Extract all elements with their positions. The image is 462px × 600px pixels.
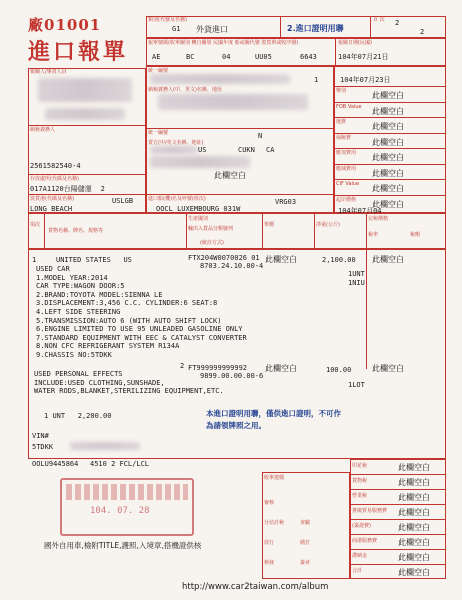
voyage: VRG03 bbox=[275, 198, 297, 206]
col-ccc: 輸出入貨品分類號列 bbox=[188, 226, 234, 232]
item-description-line: 9.CHASSIS NO:5TDKK bbox=[36, 350, 112, 359]
value-row-line bbox=[334, 148, 446, 149]
item2-unit-price: 此欄空白 bbox=[265, 364, 297, 373]
page-total: 2 bbox=[420, 28, 425, 36]
item2-ccc2: 9899.00.00.00-6 bbox=[200, 372, 264, 380]
fee-row-value: 此欄空白 bbox=[398, 493, 430, 502]
redacted-seller-addr bbox=[150, 156, 250, 168]
vessel: OOCL LUXEMBOURG 031W bbox=[156, 205, 241, 213]
value-row-line bbox=[334, 179, 446, 180]
value-row-value: 此欄空白 bbox=[372, 184, 404, 193]
item-description-line: WATER RODS,BLANKET,STERILIZING EQUIPMENT,ETC. bbox=[34, 387, 224, 396]
item1-qty: 2,100.00 bbox=[322, 256, 356, 264]
tax-date: 104年07月04 bbox=[338, 207, 382, 215]
value-row-value: 此欄空白 bbox=[372, 137, 404, 147]
item-description-line: 4.LEFT SIDE STEERING bbox=[36, 307, 121, 316]
fee-row-label: 滯納金 bbox=[352, 553, 368, 559]
redacted-vin bbox=[70, 442, 140, 450]
mid-empty: 此欄空白 bbox=[214, 171, 246, 180]
coding-label: 納稅義務人(中、英文)名稱、地址 bbox=[148, 87, 222, 93]
decl-no-part: UU05 bbox=[255, 53, 272, 61]
item1-description bbox=[36, 265, 247, 360]
arrival-month: 07 bbox=[359, 76, 369, 84]
admin-review: 審核 bbox=[264, 500, 275, 506]
decl-date-day: 21 bbox=[373, 53, 382, 61]
form-type-code: G1 bbox=[172, 25, 181, 33]
left-divider bbox=[28, 125, 146, 126]
buyer-n: N bbox=[258, 132, 263, 140]
admin-sign: 簽章 bbox=[300, 560, 311, 566]
form-type-name: 外貨進口 bbox=[196, 25, 228, 34]
fee-row-value: 此欄空白 bbox=[398, 478, 430, 487]
fee-row-label: 合計 bbox=[352, 568, 363, 574]
decl-date-year: 104 bbox=[338, 53, 351, 61]
col-origin: 生產國別 bbox=[188, 216, 209, 222]
tax-month: 07 bbox=[357, 207, 367, 215]
value-row-value: 此欄空白 bbox=[372, 91, 404, 100]
fee-row-line bbox=[350, 504, 446, 505]
fee-row-label: 營業稅 bbox=[352, 493, 368, 499]
col-line bbox=[262, 213, 263, 249]
customs-note: 國外自用車,檢附TITLE,護照,入境章,搭機證供核 bbox=[44, 541, 202, 550]
totals bbox=[44, 412, 111, 421]
item-description-line: 5.TRANSMISSION:AUTO 6 (WITH AUTO SHIFT LOCK) bbox=[36, 316, 222, 325]
warehouse bbox=[30, 184, 105, 194]
form-title: 進口報單 bbox=[28, 40, 129, 65]
fee-row-value: 此欄空白 bbox=[398, 538, 430, 547]
fee-row-value: 此欄空白 bbox=[398, 553, 430, 562]
admin-ok: 核發 bbox=[264, 560, 275, 566]
seller-country: US bbox=[198, 146, 207, 154]
buyer-ca: CA bbox=[266, 146, 275, 154]
item-description-line: 6.ENGINE LIMITED TO USE 95 UNLEADED GASOLINE ONLY bbox=[36, 325, 243, 334]
port-label: 裝貨港(代碼及名稱) bbox=[30, 196, 74, 202]
tax-day: 04 bbox=[373, 207, 382, 215]
value-row-label: 應加費用 bbox=[336, 150, 357, 156]
page-current: 2 bbox=[395, 19, 400, 27]
col-stat: (統計方式) bbox=[200, 240, 224, 246]
item1-unit2: 1NIU bbox=[348, 279, 365, 287]
warehouse-label: 存放處所(代碼及名稱) bbox=[30, 176, 79, 182]
decl-divider bbox=[335, 38, 336, 66]
fee-row-label: 貨物稅 bbox=[352, 478, 368, 484]
item2-description bbox=[34, 370, 224, 396]
form-code bbox=[28, 14, 101, 35]
warehouse-code: 017A1120 bbox=[30, 185, 64, 193]
watermark-url: http://www.car2taiwan.com/album bbox=[182, 582, 329, 592]
fee-row-line bbox=[350, 564, 446, 565]
container-info: 4510 2 FCL/LCL bbox=[90, 460, 150, 468]
col-tax: 稅額 bbox=[410, 232, 421, 238]
item-description-line: 2.BRAND:TOYOTA MODEL:SIENNA LE bbox=[36, 290, 163, 299]
fee-row-value: 此欄空白 bbox=[398, 523, 430, 532]
admin-tax: 分估計稅 bbox=[264, 520, 285, 526]
item1-origin-name: UNITED STATES bbox=[56, 256, 111, 264]
seller-tax-label: 統一編號 bbox=[148, 130, 169, 136]
fee-row-label: (簽證費) bbox=[352, 523, 371, 529]
page-label: 頁 次 bbox=[373, 17, 385, 23]
fee-row-line bbox=[350, 534, 446, 535]
importer-tax-label: 統一編號 bbox=[148, 68, 169, 74]
admin-inspect: 查驗 bbox=[300, 520, 311, 526]
decl-no-part: 04 bbox=[222, 53, 231, 61]
fee-row-line bbox=[350, 519, 446, 520]
redacted-importer-addr bbox=[158, 94, 308, 110]
item-description-line: USED CAR bbox=[36, 265, 70, 273]
col-quantity: 淨重(公斤) bbox=[316, 222, 340, 228]
admin-receive: 收單建檔 bbox=[264, 475, 285, 481]
item2-amount: 此欄空白 bbox=[372, 364, 404, 373]
mid-divider bbox=[146, 194, 334, 195]
item-description-line: 3.DISPLACEMENT:3,456 C.C. CYLINDER:6 SEAT:8 bbox=[36, 299, 218, 308]
decl-date-label: 報關日期(民國) bbox=[338, 40, 372, 46]
arrival-day: 23 bbox=[375, 76, 384, 84]
left-divider bbox=[28, 194, 146, 195]
total-count: 1 bbox=[44, 412, 49, 420]
value-row-label: FOB Value bbox=[336, 103, 362, 110]
form-code-number: 01001 bbox=[44, 16, 102, 34]
col-item-no: 項次 bbox=[30, 222, 41, 228]
value-row-label: 幣別 bbox=[336, 88, 347, 94]
value-row-label: 運費 bbox=[336, 119, 347, 125]
tax-year: 104 bbox=[338, 207, 351, 215]
col-amount: 完稅價格 bbox=[368, 216, 389, 222]
buyer-note: CUKN bbox=[238, 146, 255, 154]
total-unit: UNT bbox=[52, 412, 66, 420]
col-desc: 貨物名稱、牌名、規格等 bbox=[48, 228, 104, 234]
fee-row-line bbox=[350, 489, 446, 490]
fee-row-label: 商港服務費 bbox=[352, 538, 378, 544]
item-description-line: 1.MODEL YEAR:2014 bbox=[36, 273, 108, 282]
value-row-line bbox=[334, 86, 446, 87]
arrival-date: 104年07月23日 bbox=[340, 76, 391, 84]
item-description-line: 7.STANDARD EQUIPMENT WITH EEC & CATALYST CONVERTER bbox=[36, 333, 247, 342]
decl-no-label: 報單號碼(收單關別 轉自關別 民國年度 船或關代號 裝貨單或收序號) bbox=[148, 40, 299, 46]
redacted-importer bbox=[150, 74, 290, 84]
arrival-year: 104 bbox=[340, 76, 353, 84]
broker-label: 報關人/專責人員 bbox=[30, 69, 67, 75]
vin-label: VIN# bbox=[32, 432, 49, 440]
header-divider bbox=[280, 16, 281, 38]
decl-date: 104年07月21日 bbox=[338, 53, 389, 61]
port-code: USLGB bbox=[112, 197, 134, 205]
item1-ccc2: 8703.24.10.00-4 bbox=[200, 262, 264, 270]
value-row-line bbox=[334, 164, 446, 165]
importer-label: 納稅義務人 bbox=[30, 127, 56, 133]
value-row-label: 應減費用 bbox=[336, 165, 357, 172]
value-row-value: 此欄空白 bbox=[372, 168, 404, 178]
value-row-value: 此欄空白 bbox=[372, 153, 404, 162]
item1-no: 1 bbox=[32, 256, 37, 264]
stamp-pattern bbox=[66, 484, 188, 500]
value-row-value: 此欄空白 bbox=[372, 106, 404, 116]
item1-origin-code: US bbox=[123, 256, 132, 264]
redacted-seller bbox=[150, 146, 198, 154]
certificate-stamp: 本進口證明用聯，僅供進口證明，不可作為請領牌照之用。 bbox=[206, 409, 341, 430]
value-row-value: 此欄空白 bbox=[372, 199, 404, 209]
port-name: LONG BEACH bbox=[30, 205, 73, 213]
fee-row-value: 此欄空白 bbox=[398, 463, 430, 472]
item-description-line: CAR TYPE:WAGON DOOR:5 bbox=[36, 282, 125, 291]
left-divider bbox=[28, 174, 146, 175]
value-row-line bbox=[334, 133, 446, 134]
value-row-label: 保險費 bbox=[336, 134, 352, 141]
vessel-label: 進口船(機)名及呼號(班次) bbox=[148, 196, 206, 202]
form-code-prefix: 廠 bbox=[28, 16, 45, 34]
value-row-line bbox=[334, 102, 446, 103]
decl-date-month: 07 bbox=[357, 53, 367, 61]
item2-no: 2 bbox=[180, 362, 185, 370]
value-row-label: CIF Value bbox=[336, 181, 360, 187]
fee-row-value: 此欄空白 bbox=[398, 508, 430, 517]
item1-unit-price: 此欄空白 bbox=[265, 255, 297, 264]
fee-row-line bbox=[350, 549, 446, 550]
item2-qty: 100.00 bbox=[326, 366, 352, 374]
decl-no-part: 6643 bbox=[300, 53, 317, 61]
mid-divider bbox=[146, 128, 334, 129]
item1-unit1: 1UNT bbox=[348, 270, 365, 278]
col-line bbox=[186, 213, 187, 249]
copy-label: 2.進口證明用聯 bbox=[287, 24, 344, 33]
warehouse-no: 2 bbox=[100, 185, 105, 193]
fee-row-label: 印花稅 bbox=[352, 463, 368, 469]
total-amount: 2,200.00 bbox=[77, 412, 112, 420]
value-row-value: 此欄空白 bbox=[372, 122, 404, 131]
col-line bbox=[366, 249, 367, 369]
tax-id: 2561582540-4 bbox=[30, 162, 81, 170]
form-type-label: 類別(代號及名稱) bbox=[148, 17, 187, 23]
warehouse-name: 台陽儲運 bbox=[63, 185, 92, 193]
col-rate: 稅率 bbox=[368, 232, 379, 238]
item1-amount: 此欄空白 bbox=[372, 255, 404, 264]
container-no: OOLU9445864 bbox=[32, 460, 79, 468]
item2-unit: 1LOT bbox=[348, 381, 365, 389]
customs-stamp bbox=[60, 478, 194, 536]
value-row-line bbox=[334, 195, 446, 196]
seller-label: 賣方(中/英文名稱、地址) bbox=[148, 140, 204, 146]
col-line bbox=[314, 213, 315, 249]
fee-row-label: 推廣貿易服務費 bbox=[352, 508, 388, 514]
vin: 5TDKK bbox=[32, 443, 54, 451]
coding: 1 bbox=[314, 76, 319, 84]
redacted-broker bbox=[38, 78, 132, 102]
col-line bbox=[44, 213, 45, 249]
admin-release: 放行 bbox=[264, 540, 275, 546]
col-unit-price: 單價 bbox=[264, 222, 275, 228]
header-divider bbox=[370, 16, 371, 38]
item2-ccc1: FT999999999992 bbox=[188, 364, 248, 372]
item-description-line: 8.NON CFC REFRIGERANT SYSTEM R134A bbox=[36, 342, 180, 351]
item-description-line: USED PERSONAL EFFECTS bbox=[34, 370, 123, 378]
decl-no-part: BC bbox=[186, 53, 195, 61]
item-description-line: INCLUDE:USED CLOTHING,SUNSHADE, bbox=[34, 378, 165, 387]
stamp-date: 104. 07. 28 bbox=[90, 506, 150, 516]
value-row-label: 起岸價格 bbox=[336, 196, 357, 203]
decl-no-part: AE bbox=[152, 53, 161, 61]
item1-ccc1: FTX204W0070026 01 bbox=[188, 254, 260, 262]
fee-row-value: 此欄空白 bbox=[398, 568, 430, 577]
fee-row-line bbox=[350, 474, 446, 475]
col-line bbox=[366, 213, 367, 249]
item1-origin bbox=[56, 256, 132, 265]
value-row-line bbox=[334, 117, 446, 118]
admin-key: 繕打 bbox=[300, 540, 311, 546]
redacted-broker-2 bbox=[45, 108, 125, 120]
